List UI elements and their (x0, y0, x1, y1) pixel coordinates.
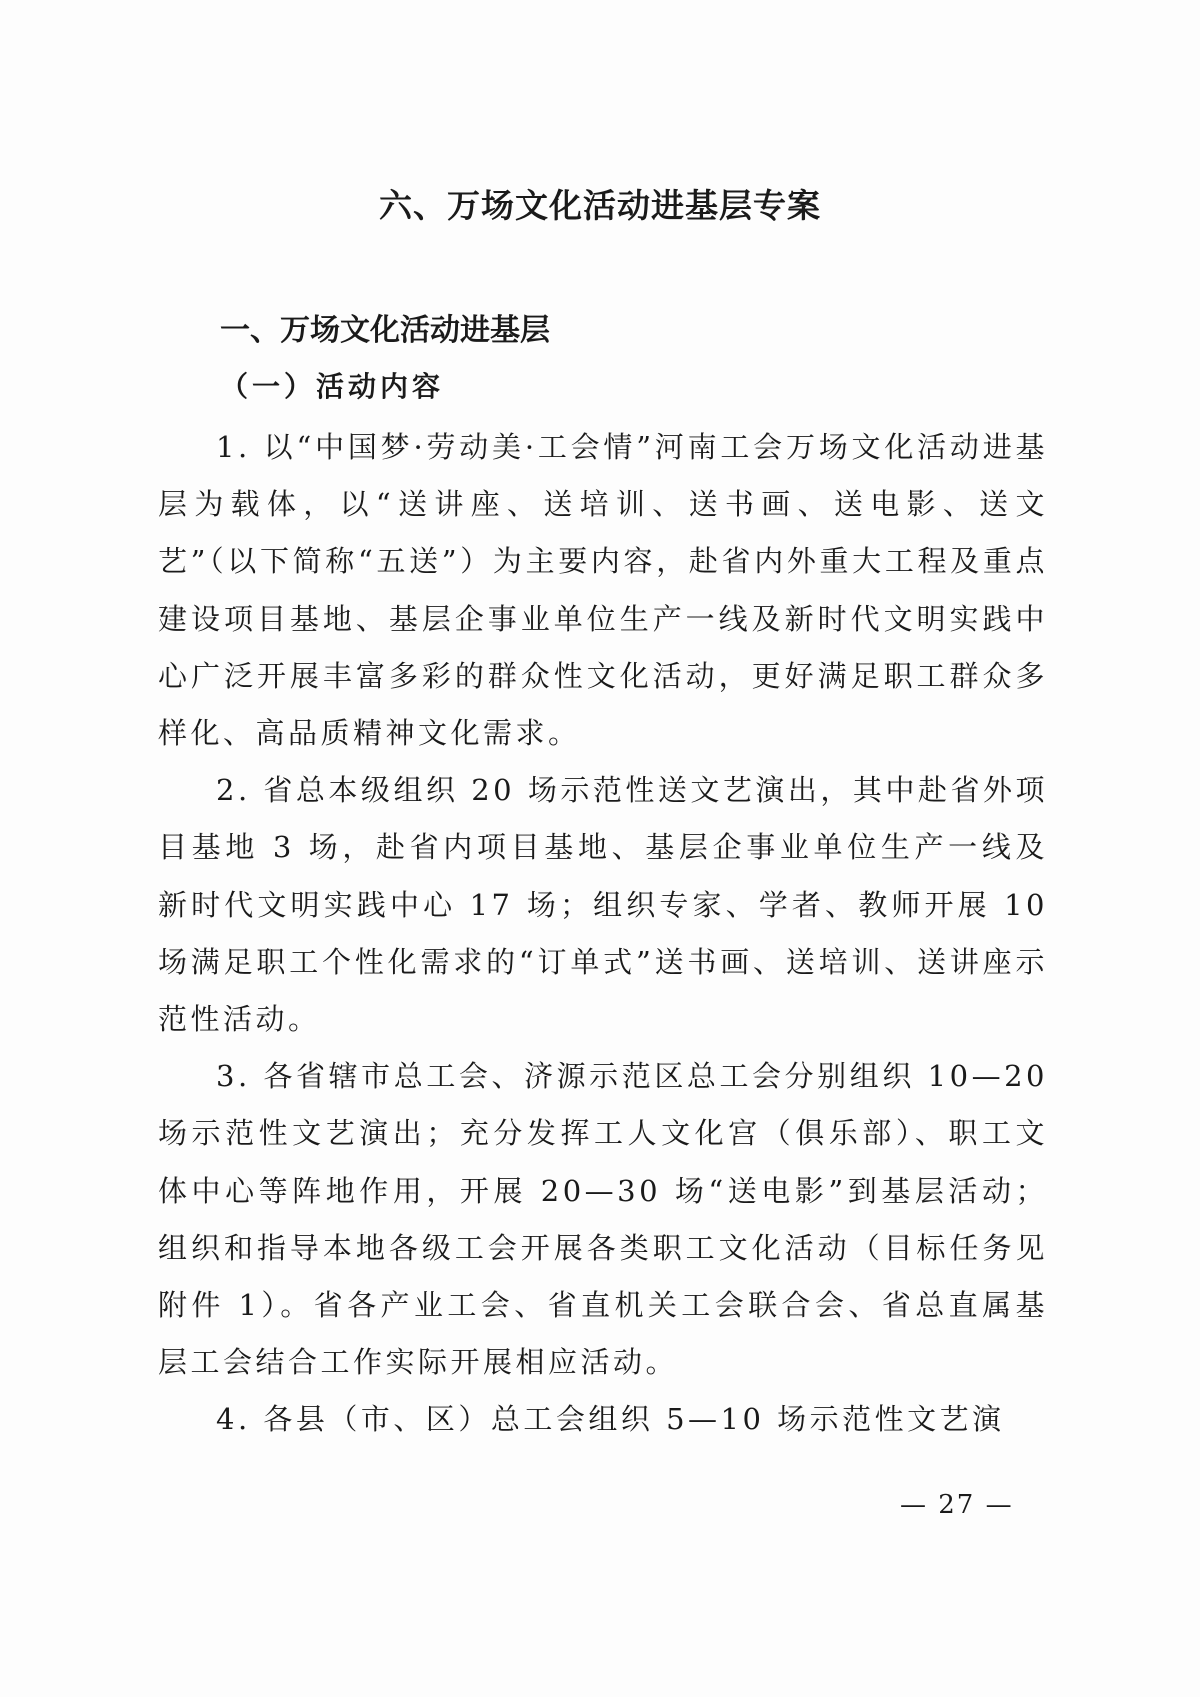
paragraph-3: 3. 各省辖市总工会、济源示范区总工会分别组织 10—20 场示范性文艺演出；充分发挥工人文化宫（俱乐部）、职工文体中心等阵地作用，开展 20—30 场“送电影”到基层活动；组织和指导本地各级工会开展各类职工文化活动（目标任务见附件 1）。省各产业工会、省直机关工会联合会、省总直属基层工会结合工作实际开展相应活动。 (158, 1059, 1048, 1380)
paragraph-4: 4. 各县（市、区）总工会组织 5—10 场示范性文艺演 (216, 1402, 1005, 1437)
paragraph-1: 1. 以“中国梦·劳动美·工会情”河南工会万场文化活动进基层为载体，以“送讲座、送培训、送书画、送电影、送文艺”（以下简称“五送”）为主要内容，赴省内外重大工程及重点建设项目基地、基层企事业单位生产一线及新时代文明实践中心广泛开展丰富多彩的群众性文化活动，更好满足职工群众多样化、高品质精神文化需求。 (158, 430, 1048, 751)
document-title: 六、万场文化活动进基层专案 (379, 186, 821, 225)
body-text (158, 419, 1048, 1449)
section-heading: 一、万场文化活动进基层 (220, 313, 550, 348)
paragraph-2: 2. 省总本级组织 20 场示范性送文艺演出，其中赴省外项目基地 3 场，赴省内项目基地、基层企事业单位生产一线及新时代文明实践中心 17 场；组织专家、学者、教师开展 10 场满足职工个性化需求的“订单式”送书画、送培训、送讲座示范性活动。 (158, 773, 1048, 1037)
page-number: — 27 — (900, 1490, 1014, 1520)
sub-heading: （一）活动内容 (220, 370, 445, 403)
